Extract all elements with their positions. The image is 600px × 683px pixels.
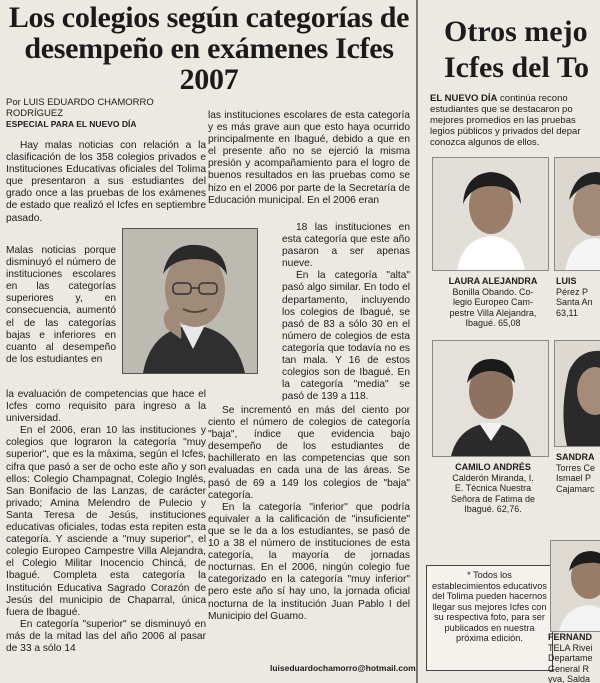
student-detail: Departame (548, 653, 593, 663)
student-detail: Señora de Fatima de (450, 493, 536, 504)
article-paragraph: En categoría "superior" se disminuyó en más de la mitad las del año 2006 al pasar de 33 a sólo 14 (6, 618, 206, 654)
sidebar-headline (444, 14, 600, 86)
student-name: LAURA ALEJANDRA (448, 276, 538, 286)
article-column-2-bottom (208, 405, 410, 623)
student-caption (548, 632, 600, 683)
sidebar-intro (430, 93, 600, 148)
sidebar-headline-line: Otros mejo (444, 15, 588, 48)
student-detail: Bonilla Obando. Co- (452, 286, 534, 297)
student-photo (432, 340, 549, 457)
student-name: LUIS (556, 276, 577, 286)
author-email[interactable]: luiseduardochamorro@hotmail.com (270, 663, 416, 673)
student-photo (432, 157, 549, 271)
student-detail: Calderón Miranda, I. (452, 472, 534, 483)
article-column-1-wrap (6, 245, 116, 366)
student-detail: yva, Salda (548, 674, 591, 683)
article-paragraph: las instituciones escolares de esta categoría y es más grave aun que esto haya ocurrido principalmente en Ibagué, debido a que en el presente año no se ejerció la misma presión y acompañamiento para el logro de buenos resultados en las pruebas como se hizo en el 2006 por parte de la Secretaría de Educación municipal. En el 2006 eran (208, 110, 410, 206)
intro-text: estudiantes que se destacaron po (430, 104, 573, 115)
student-photo (554, 340, 600, 447)
student-caption (434, 462, 552, 515)
author-photo (122, 228, 258, 374)
student-detail: legio Europeo Cam- (452, 297, 534, 307)
article-headline: Los colegios según categorías de desempeño en exámenes Icfes 2007 (8, 1, 410, 96)
sidebar-article (420, 0, 600, 683)
author-name: Por LUIS EDUARDO CHAMORRO RODRÍGUEZ (6, 97, 154, 119)
student-caption (434, 276, 552, 329)
article-paragraph: 18 las instituciones en esta categoría que este año pasaron a ser apenas nueve. (282, 222, 410, 270)
article-column-1-bottom (6, 389, 206, 655)
article-paragraph: Malas noticias porque disminuyó el número de instituciones escolares en las categorías superiores y, en consecuencia, aumentó el de las categorías bajas e inferiores en cuanto al desempeño de los estudiantes en (6, 245, 116, 365)
article-paragraph: En la categoría "alta" pasó algo similar. En todo el departamento, incluyendo los colegios de Ibagué, se pasó de 83 a sólo 30 en el número de colegios de esta categoría que todavía no es tan mala. Y 16 de estos colegios son de Ibagué. En la categoría "media" se pasó de 139 a 118. (282, 270, 410, 403)
student-portrait-image (555, 341, 600, 446)
article-paragraph: En la categoría "inferior" que podría equivaler a la calificación de "insuficiente" que se le da a los estudiantes, se pasó de 10 a 38 el número de instituciones de esta categoría, la mayoría de jornadas nocturnas. En el 2006, ningún colegio fue categorizado en la categoría "muy inferior" pero este año sí hay uno, la jornada oficial nocturna de la institución Juan Pablo I del Municipio del Guamo. (208, 501, 410, 622)
author-portrait-image (123, 229, 257, 373)
student-detail: Ismael P (556, 473, 592, 483)
column-divider (416, 0, 418, 683)
intro-text: continúa recono (497, 93, 568, 104)
student-detail: Santa An (556, 297, 593, 307)
article-paragraph: Se incrementó en más del ciento por ciento el número de colegios de categoría "baja", índice que evidencia bajo desempeño de los estudiantes de bachillerato en las competencias que son evaluadas en cada una de las áreas. Se pasó de 69 a 149 los colegios de "baja" categoría. (208, 405, 410, 501)
student-portrait-image (433, 341, 548, 456)
student-detail: E. Técnica Nuestra (454, 483, 532, 493)
student-name: CAMILO ANDRÉS (455, 462, 531, 472)
student-detail: TELA Rivei (548, 642, 593, 653)
student-detail: 63,11 (556, 307, 578, 318)
article-column-2-wrap (282, 222, 410, 403)
student-detail: Pérez P (556, 286, 589, 297)
student-detail: pestre Villa Alejandra, (449, 307, 537, 318)
intro-text: mejores promedios en las pruebas (430, 115, 576, 126)
student-photo (554, 157, 600, 271)
student-portrait-image (551, 541, 600, 631)
student-portrait-image (433, 158, 548, 270)
student-detail: Ibagué. 65,08 (465, 318, 521, 328)
sidebar-headline-line: Icfes del To (444, 51, 590, 84)
article-paragraph: Hay malas noticias con relación a la clasificación de los 358 colegios privados e Instituciones Educativas oficiales del Tolima que presentaron a sus estudiantes del grado once a las pruebas de los exámenes de estado que realizó el Icfes en septiembre pasado. (6, 140, 206, 224)
student-caption (556, 276, 600, 318)
student-name: FERNAND (548, 632, 592, 642)
intro-text: legios públicos y privados del depar (430, 126, 581, 137)
student-name: SANDRA (556, 452, 595, 462)
intro-text: conozca algunos de ellos. (430, 137, 540, 148)
author-role: ESPECIAL PARA EL NUEVO DÍA (6, 119, 137, 129)
article-column-1-top (6, 140, 206, 225)
student-portrait-image (555, 158, 600, 270)
submission-notice: * Todos los establecimientos educativos del Tolima pueden hacernos llegar sus mejores Icfes con su respectiva foto, para ser publicados en nuestra próxima edición. (426, 565, 553, 671)
newspaper-name: EL NUEVO DÍA (430, 93, 498, 104)
article-byline (6, 97, 206, 130)
student-detail: General R (548, 663, 590, 674)
student-photo (550, 540, 600, 632)
article-column-2-top (208, 110, 410, 207)
student-detail: Cajamarc (556, 483, 595, 494)
student-detail: Torres Ce (556, 462, 596, 473)
student-caption (556, 452, 600, 494)
article-paragraph: la evaluación de competencias que hace el Icfes como requisito para ingreso a la universidad. (6, 389, 206, 425)
article-paragraph: En el 2006, eran 10 las instituciones y colegios que lograron la categoría "muy superior", que es la máxima, según el Icfes, cifra que pasó a ser de ocho este año y son ellos: Colegio Champagnat, Colegio Inglés, San Bonifacio de las Lanzas, de carácter privado; Amina Melendro de Pulecio y Santa Teresa de Jesús, instituciones educativas oficiales, todas esta repiten esta categoría. Y asciende a "muy superior", el colegio Europeo Campestre Villa Alejandra, el Colegio Militar Inocencio Chincá, de Ibagué. Completa esta categoría la Institución Educativa Sagrado Corazón de Jesús del municipio de Chaparral, única fuera de Ibagué. (6, 425, 206, 618)
student-detail: Ibagué. 62,76. (464, 504, 522, 514)
